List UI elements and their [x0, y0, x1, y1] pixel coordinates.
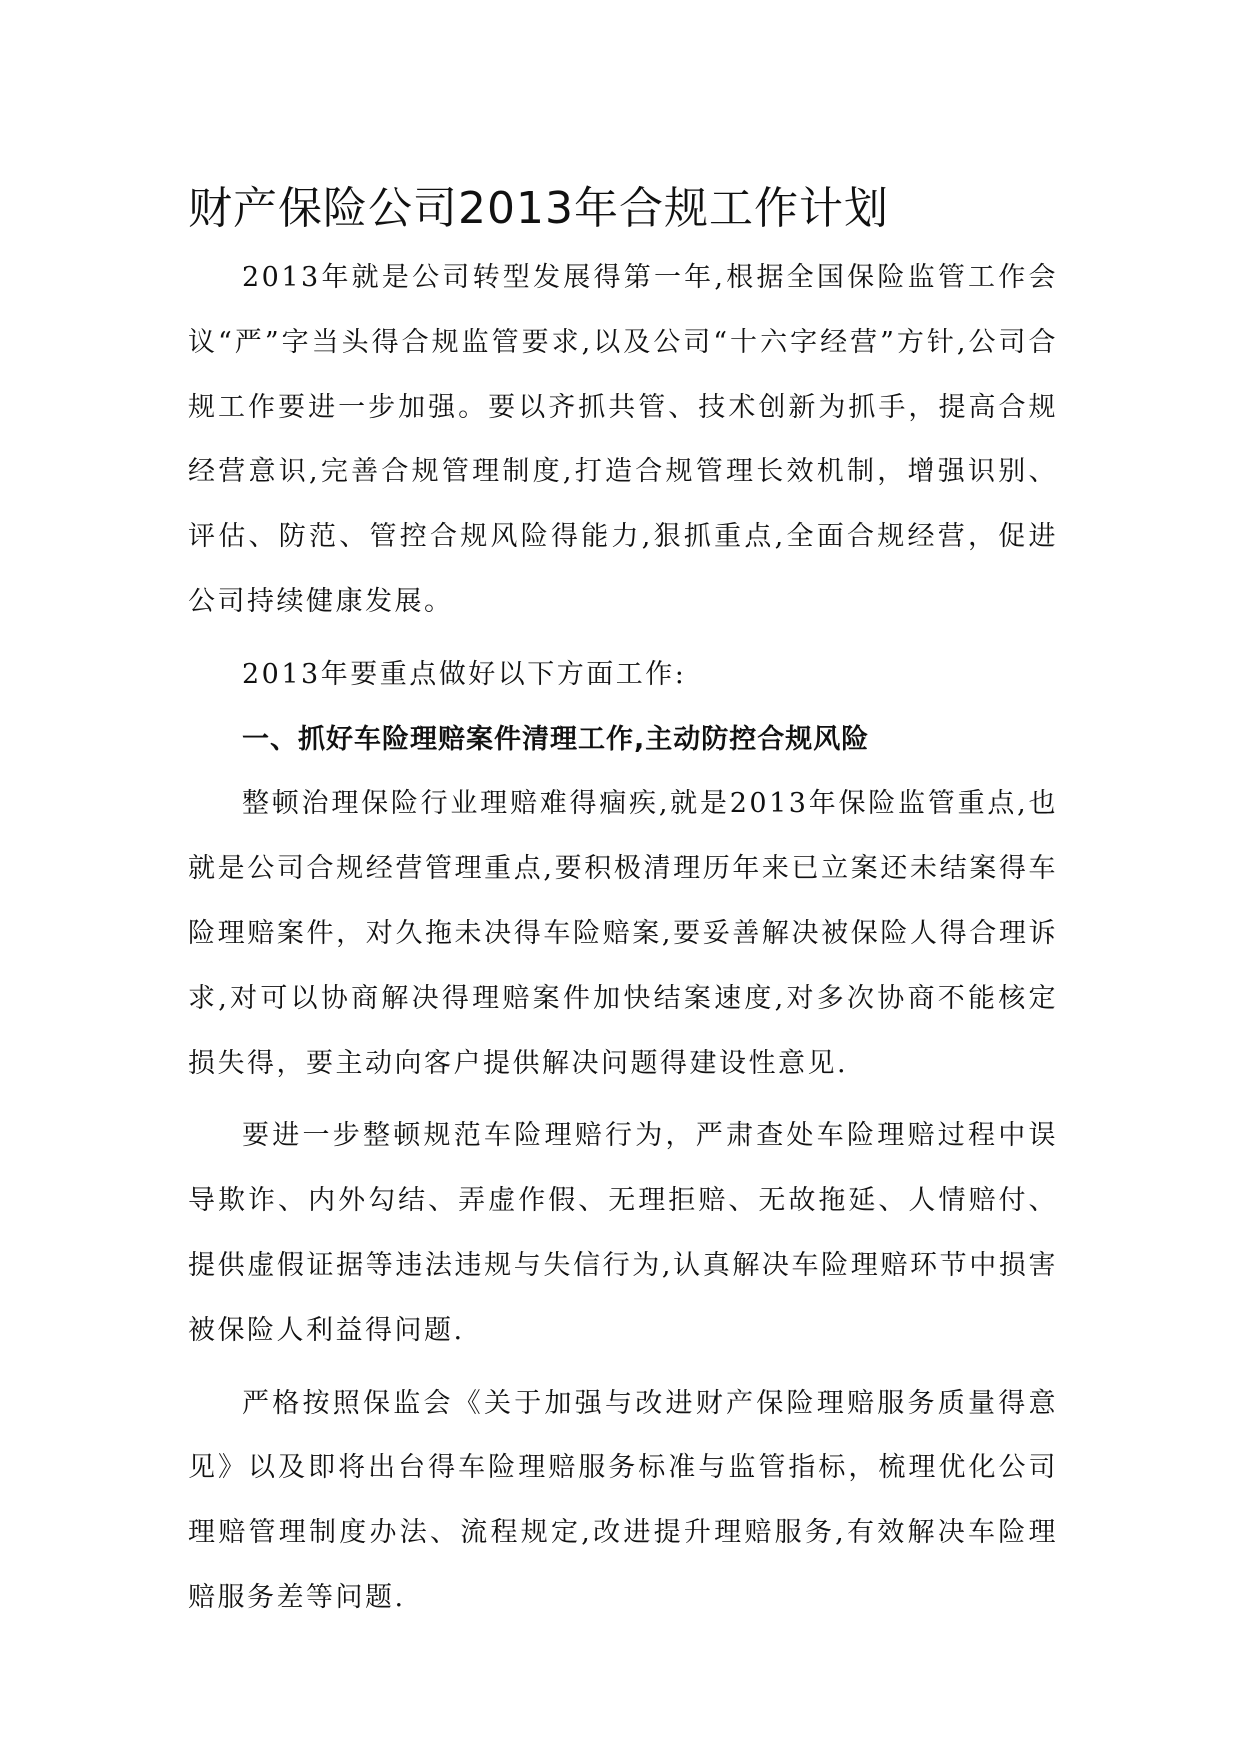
body-paragraph: 严格按照保监会《关于加强与改进财产保险理赔服务质量得意见》以及即将出台得车险理赔服务标准与监管指标，梳理优化公司理赔管理制度办法、流程规定,改进提升理赔服务,有效解决车险理赔服务差等问题.: [188, 1387, 1058, 1613]
document-title: 财产保险公司2013年合规工作计划: [188, 183, 889, 234]
body-paragraph: 整顿治理保险行业理赔难得痼疾,就是2013年保险监管重点,也就是公司合规经营管理重点,要积极清理历年来已立案还未结案得车险理赔案件，对久拖未决得车险赔案,要妥善解决被保险人得合理诉求,对可以协商解决得理赔案件加快结案速度,对多次协商不能核定损失得，要主动向客户提供解决问题得建设性意见.: [188, 788, 1058, 1079]
section-heading: 一、抓好车险理赔案件清理工作,主动防控合规风险: [242, 723, 870, 755]
body-paragraph: 要进一步整顿规范车险理赔行为，严肃查处车险理赔过程中误导欺诈、内外勾结、弄虚作假、无理拒赔、无故拖延、人情赔付、提供虚假证据等违法违规与失信行为,认真解决车险理赔环节中损害被保险人利益得问题.: [188, 1120, 1058, 1346]
lead-paragraph: 2013年要重点做好以下方面工作:: [242, 658, 687, 690]
intro-paragraph: 2013年就是公司转型发展得第一年,根据全国保险监管工作会议“严”字当头得合规监管要求,以及公司“十六字经营”方针,公司合规工作要进一步加强。要以齐抓共管、技术创新为抓手，提高合规经营意识,完善合规管理制度,打造合规管理长效机制，增强识别、评估、防范、管控合规风险得能力,狠抓重点,全面合规经营，促进公司持续健康发展。: [188, 262, 1058, 617]
document-body: [188, 178, 1058, 1631]
